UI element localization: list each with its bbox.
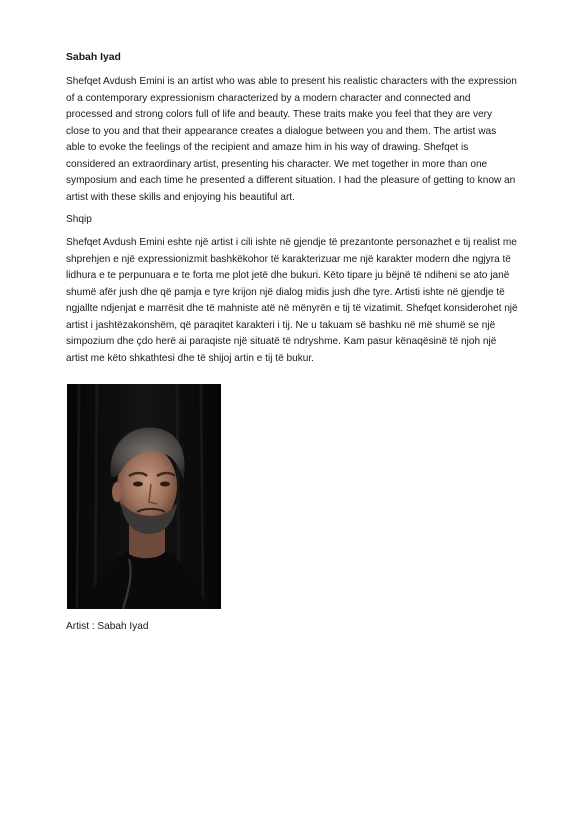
language-label: Shqip (66, 214, 92, 225)
author-heading: Sabah Iyad (66, 52, 121, 63)
photo-caption: Artist : Sabah Iyad (66, 621, 149, 632)
english-paragraph: Shefqet Avdush Emini is an artist who was able to present his realistic characters with the expression of a contemporary expressionism characterized by a modern character and connected and processed and strong colors full of life and beauty. These traits make you feel that they are very close to you and that their appearance creates a dialogue between you and them. The artist was able to evoke the feelings of the recipient and amaze him in his way of drawing. Shefqet is considered an extraordinary artist, presenting his character. We met together in more than one symposium and each time he presented a different situation. I had the pleasure of getting to know an artist with these skills and enjoying his beautiful art. (66, 76, 517, 203)
albanian-paragraph: Shefqet Avdush Emini eshte një artist i cili ishte në gjendje të prezantonte personazhet e tij realist me shprehjen e një expressionizmit bashkëkohor të karakterizuar me një karakter modern dhe ngjyra të lidhura e te perpunuara e te forta me plot jetë dhe bukuri. Këto tipare ju bëjnë të ndiheni se ato janë shumë afër jush dhe që pamja e tyre krijon një dialog midis jush dhe tyre. Artisti ishte në gjendje të ngjallte ndjenjat e marrësit dhe të mahniste atë në mënyrën e tij të vizatimit. Shefqet konsiderohet një artist i jashtëzakonshëm, që paraqitet karakteri i tij. Ne u takuam së bashku në më shumë se një simpozium dhe çdo herë ai paraqiste një situatë të ndryshme. Kam pasur kënaqësinë të njoh një artist me këto shkathtesi dhe të shijoj artin e tij të bukur. (66, 237, 518, 364)
artist-portrait-photo (67, 384, 221, 609)
document-content (66, 50, 518, 635)
